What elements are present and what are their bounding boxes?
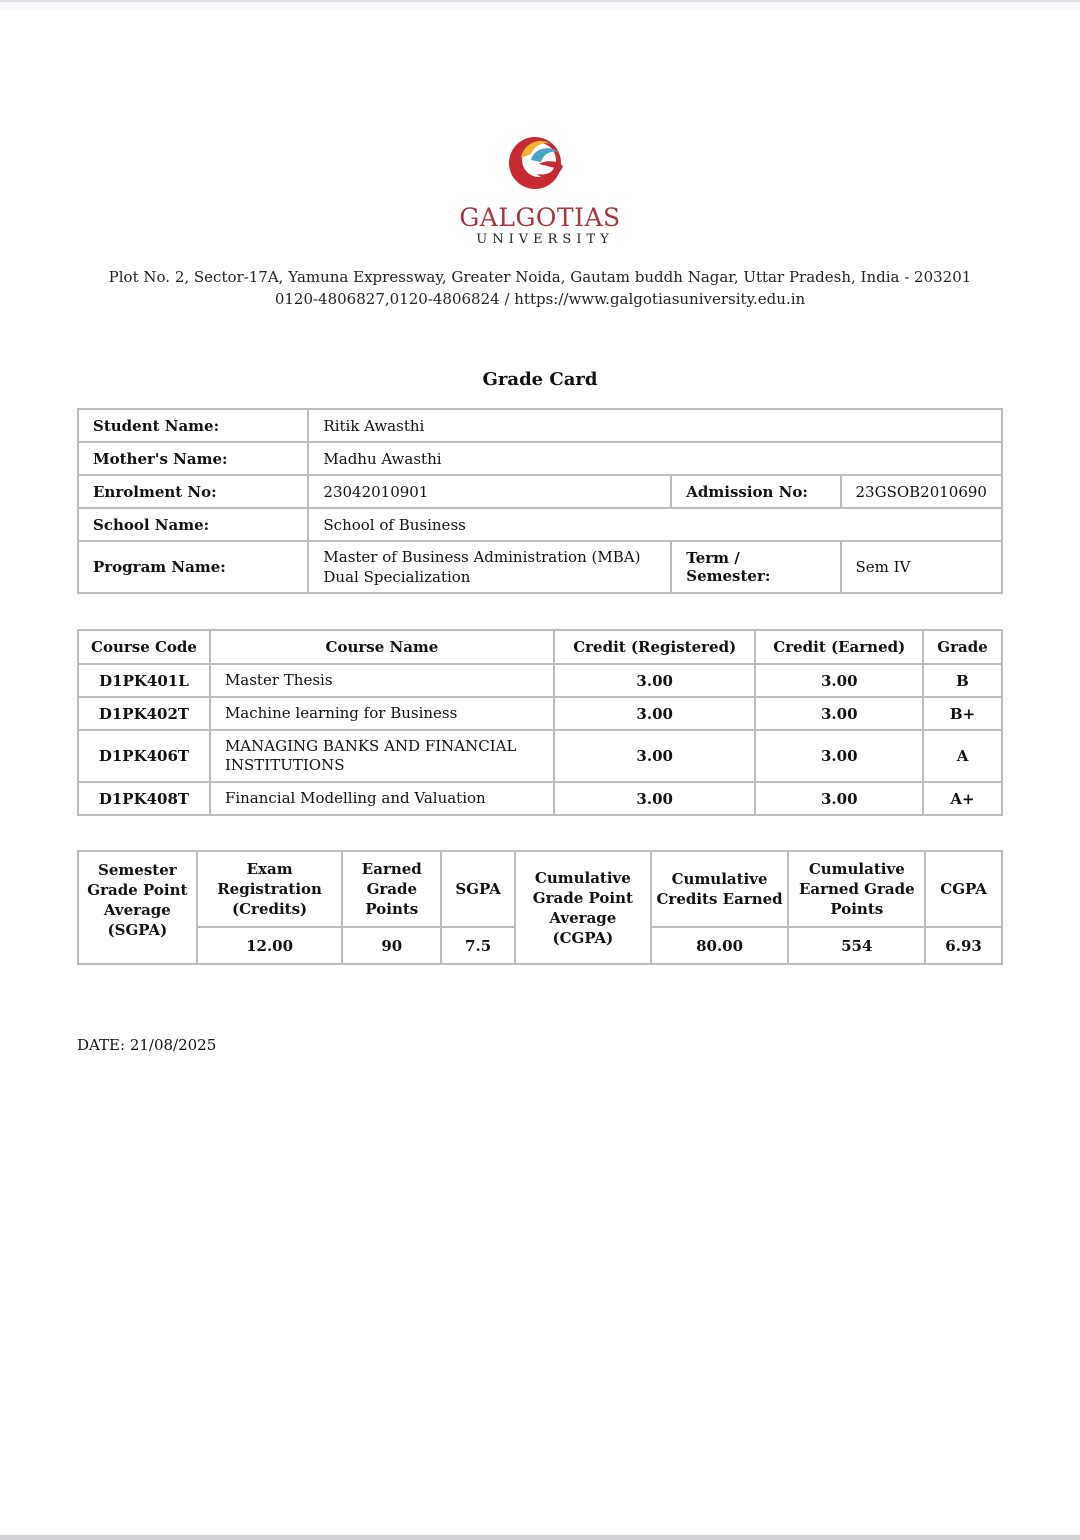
credit-registered: 3.00 <box>554 664 756 697</box>
course-code: D1PK408T <box>78 782 210 815</box>
table-row <box>78 475 1002 508</box>
credit-earned: 3.00 <box>755 664 923 697</box>
cgpa-header: CGPA <box>925 851 1002 927</box>
credit-registered: 3.00 <box>554 782 756 815</box>
page-title: Grade Card <box>482 369 598 390</box>
exam-registration-value: 12.00 <box>197 927 343 964</box>
courses-table <box>77 629 1003 816</box>
enrolment-value: 23042010901 <box>308 475 671 508</box>
column-header: Course Name <box>210 630 554 664</box>
school-label: School Name: <box>78 508 308 541</box>
sgpa-section-label: Semester Grade Point Average (SGPA) <box>78 851 197 964</box>
term-value: Sem IV <box>841 541 1003 593</box>
university-name: GALGOTIAS <box>459 203 621 232</box>
credit-earned: 3.00 <box>755 782 923 815</box>
address-line: Plot No. 2, Sector-17A, Yamuna Expressway, Greater Noida, Gautam buddh Nagar, Uttar Pradesh, India - 203201 <box>108 268 972 286</box>
table-row <box>78 730 1002 782</box>
table-row <box>78 541 1002 593</box>
credit-registered: 3.00 <box>554 697 756 730</box>
credit-earned: 3.00 <box>755 730 923 782</box>
bottom-strip <box>0 1535 1080 1540</box>
sgpa-header: SGPA <box>441 851 515 927</box>
enrolment-label: Enrolment No: <box>78 475 308 508</box>
course-code: D1PK401L <box>78 664 210 697</box>
program-line: Dual Specialization <box>323 568 471 586</box>
grade: B+ <box>923 697 1002 730</box>
address-block <box>0 266 1080 310</box>
table-row <box>78 782 1002 815</box>
admission-label: Admission No: <box>671 475 840 508</box>
student-name-label: Student Name: <box>78 409 308 442</box>
school-value: School of Business <box>308 508 1002 541</box>
course-code: D1PK406T <box>78 730 210 782</box>
table-row <box>78 409 1002 442</box>
gpa-summary-table <box>77 850 1003 965</box>
course-name: MANAGING BANKS AND FINANCIAL INSTITUTIONS <box>210 730 554 782</box>
table-row <box>78 664 1002 697</box>
grade: A <box>923 730 1002 782</box>
student-name-value: Ritik Awasthi <box>308 409 1002 442</box>
column-header: Credit (Registered) <box>554 630 756 664</box>
galgotias-logo-icon <box>505 130 571 190</box>
credit-registered: 3.00 <box>554 730 756 782</box>
cgpa-section-label: Cumulative Grade Point Average (CGPA) <box>515 851 651 964</box>
earned-grade-points-value: 90 <box>342 927 441 964</box>
program-label: Program Name: <box>78 541 308 593</box>
cumulative-credits-value: 80.00 <box>651 927 789 964</box>
earned-grade-points-header: Earned Grade Points <box>342 851 441 927</box>
table-row <box>78 697 1002 730</box>
program-line: Master of Business Administration (MBA) <box>323 548 641 566</box>
sgpa-value: 7.5 <box>441 927 515 964</box>
table-header-row <box>78 630 1002 664</box>
column-header: Credit (Earned) <box>755 630 923 664</box>
course-code: D1PK402T <box>78 697 210 730</box>
credit-earned: 3.00 <box>755 697 923 730</box>
cgpa-value: 6.93 <box>925 927 1002 964</box>
issue-date: DATE: 21/08/2025 <box>77 1036 217 1054</box>
cumulative-grade-points-header: Cumulative Earned Grade Points <box>788 851 925 927</box>
table-row <box>78 442 1002 475</box>
exam-registration-header: Exam Registration (Credits) <box>197 851 343 927</box>
cumulative-credits-header: Cumulative Credits Earned <box>651 851 789 927</box>
term-label: Term / Semester: <box>671 541 840 593</box>
top-strip <box>0 0 1080 10</box>
column-header: Course Code <box>78 630 210 664</box>
mother-name-label: Mother's Name: <box>78 442 308 475</box>
mother-name-value: Madhu Awasthi <box>308 442 1002 475</box>
table-header-row <box>78 851 1002 927</box>
course-name: Financial Modelling and Valuation <box>210 782 554 815</box>
admission-value: 23GSOB2010690 <box>841 475 1003 508</box>
column-header: Grade <box>923 630 1002 664</box>
course-name: Master Thesis <box>210 664 554 697</box>
cumulative-grade-points-value: 554 <box>788 927 925 964</box>
university-subtitle: UNIVERSITY <box>476 232 614 247</box>
table-row <box>78 508 1002 541</box>
grade: A+ <box>923 782 1002 815</box>
course-name: Machine learning for Business <box>210 697 554 730</box>
contact-line: 0120-4806827,0120-4806824 / https://www.galgotiasuniversity.edu.in <box>274 290 806 308</box>
student-info-table <box>77 408 1003 594</box>
program-value <box>308 541 671 593</box>
grade: B <box>923 664 1002 697</box>
